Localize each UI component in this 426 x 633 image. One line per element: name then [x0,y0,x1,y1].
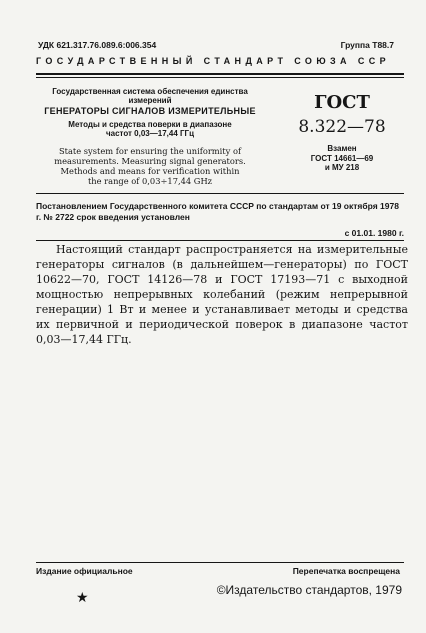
header-rule-thin [36,77,404,78]
english-title-line: Methods and means for verification within [60,166,240,176]
english-title-line: measurements. Measuring signal generators. [54,156,246,166]
replaces-standard: ГОСТ 14661—69 [310,154,374,163]
reprint-notice: Перепечатка воспрещена [292,566,400,576]
standard-label: ГОСТ [314,92,370,113]
section-rule [36,240,404,241]
replaces-label: Взамен [327,144,357,153]
footer-rule [36,562,404,563]
udk-code: УДК 621.317.76.089.6:006.354 [38,40,157,50]
english-title-line: the range of 0,03÷17,44 GHz [87,176,213,186]
methods-title-line1: Методы и средства поверки в диапазоне [68,120,232,129]
header-rule [36,73,404,75]
standard-number: 8.322—78 [298,117,386,137]
replaces-document: и МУ 218 [324,163,360,172]
english-title-line: State system for ensuring the uniformity of [58,146,242,156]
official-edition: Издание официальное [36,566,133,576]
methods-title-line2: частот 0,03—17,44 ГГц [106,129,194,138]
system-title-line1: Государственная система обеспечения единства [52,87,248,96]
section-rule [36,193,404,194]
decree-text: Постановлением Государственного комитета СССР по стандартам от 19 октября 1978 г. № 2722 срок введения установлен [36,201,399,222]
effective-date: с 01.01. 1980 г. [344,228,404,238]
system-title-line2: измерений [128,96,172,105]
star-icon: ★ [76,590,89,606]
publisher-copyright: ©Издательство стандартов, 1979 [216,583,402,597]
body-paragraph: Настоящий стандарт распространяется на измерительные генераторы сигналов (в дальнейшем—генераторы) по ГОСТ 10622—70, ГОСТ 14126—78 и ГОСТ 17193—71 с выходной мощностью непрерывных колебаний (режим непрерывной генерации) 1 Вт и менее и устанавливает методы и средства их первичной и периодической поверок в диапазоне частот 0,03—17,44 ГГц. [36,243,408,346]
group-code: Группа Т88.7 [340,40,394,50]
body-text [36,242,408,347]
state-standard-banner: ГОСУДАРСТВЕННЫЙ СТАНДАРТ СОЮЗА ССР [36,56,391,66]
english-title [30,146,270,186]
product-title: ГЕНЕРАТОРЫ СИГНАЛОВ ИЗМЕРИТЕЛЬНЫЕ [44,106,256,116]
